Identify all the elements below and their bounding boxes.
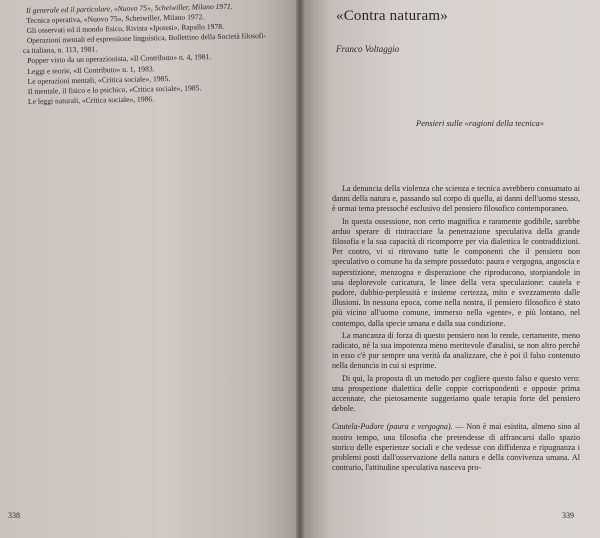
- right-page: [300, 0, 600, 538]
- bibliography-entry: Tecnica operativa, «Nuovo 75», Scheiwiller, Milano 1972.: [26, 12, 205, 26]
- chapter-subtitle: Pensieri sulle «ragioni della tecnica»: [416, 118, 544, 128]
- bibliography-list: [22, 1, 290, 107]
- bibliography-entry: Le operazioni mentali, «Critica sociale», 1985.: [27, 73, 171, 86]
- page-number: 339: [562, 511, 574, 520]
- bibliography-entry: Le leggi naturali, «Critica sociale», 1986.: [27, 94, 155, 106]
- bibliography-entry: Operazioni mentali ed espressione linguistica, Bollettino della Società filosofi-: [26, 31, 267, 46]
- paragraph: In questa ossessione, non certo magnifica e raramente godibile, sarebbe arduo sperare di rintracciare la penetrazione speculativa della grande filosofia e la sua capacità di ricomporre per via dialettica le contraddizioni. Per contro, vi si ritrovano tutte le componenti che il pensiero non speculativo o comune ha da sempre posseduto: paura e vergogna, angoscia e superstizione, menzogna e disperazione che riproducono, storpiandole in una deplorevole caricatura, le linee della vera speculazione: cautela e pudore, dubbio-perplessità e insieme certezza, mito e svezzamento dalle illusioni. In nessuna epoca, come nella nostra, il pensiero filosofico è stato più vicino all'uomo comune, immerso nella «gente», e più lontano, nel contempo, dalla specie umana e dalla sua condizione.: [332, 216, 580, 328]
- bibliography-entry: Il mentale, il fisico e lo psichico, «Critica sociale», 1985.: [27, 83, 202, 96]
- body-text: [332, 184, 580, 475]
- bibliography-entry: Gli osservati ed il mondo fisico, Rivista «Ipotesi», Rapallo 1978.: [26, 22, 224, 36]
- paragraph: La denuncia della violenza che scienza e tecnica avrebbero consumato ai danni della natura e, passando sul corpo di quella, ai danni dell'uomo stesso, è ormai tema pressoché esclusivo del pensiero filosofico contemporaneo.: [332, 184, 580, 214]
- bibliography-entry: Il generale ed il particolare, «Nuovo 75», Scheiwiller, Milano 1971.: [26, 1, 233, 15]
- bibliography-entry: Popper visto da un operazionista, «Il Contributo» n. 4, 1981.: [27, 52, 212, 66]
- chapter-author: Franco Voltaggio: [336, 44, 400, 54]
- section-paragraph: [332, 422, 580, 473]
- book-gutter: [296, 0, 304, 538]
- section-heading: Cautela-Pudore (paura e vergogna).: [332, 422, 453, 432]
- bibliography-entry: ca italiana, n. 113, 1981.: [22, 44, 98, 56]
- bibliography-entry: Leggi e teorie, «Il Contributo» n. 1, 1983.: [27, 63, 155, 76]
- paragraph: La mancanza di forza di questo pensiero non lo rende, certamente, meno radicato, né la sua impotenza meno meritevole d'analisi, se non altro perché in esso c'è pur sempre una verità da analizzare, che è poi il falso contenuto nella denuncia in cui si esprime.: [332, 330, 580, 371]
- section-text: — Non è mai esistita, almeno sino al nostro tempo, una filosofia che pretendesse di affrancarsi dallo spazio storico delle esperienze sociali e che vedesse con diffidenza e ripugnanza i problemi posti dall'osservazione della natura e della convivenza umana. Al contrario, l'attitudine speculativa nasceva pro-: [332, 422, 580, 473]
- chapter-title: «Contra naturam»: [336, 8, 448, 24]
- page-number: 338: [8, 511, 20, 520]
- paragraph: Di qui, la proposta di un metodo per cogliere questo falso e questo vero: una prospezione dialettica delle coppie corrispondenti e opposte prima accennate, che pietosamente suggeriamo quale terapia forte del pensiero debole.: [332, 373, 580, 414]
